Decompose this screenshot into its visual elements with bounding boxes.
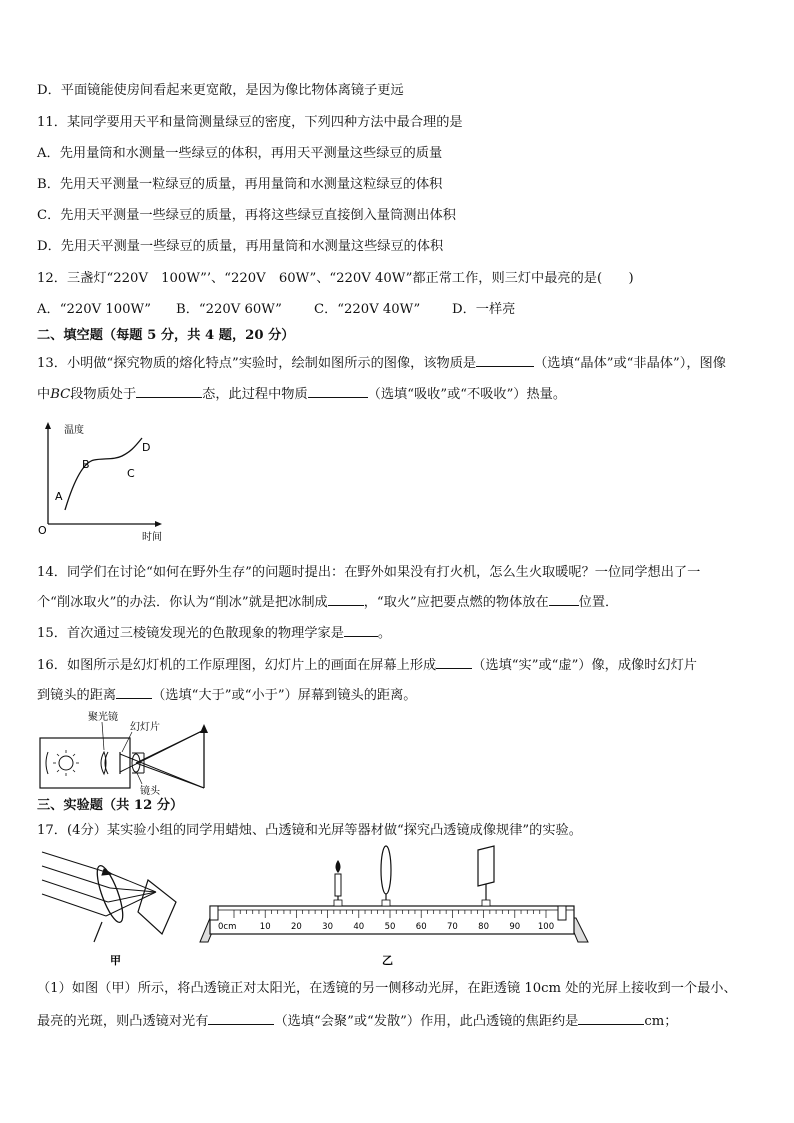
graph-point-c: C [127,467,135,480]
q17-text-2b: （选填“会聚”或“发散”）作用，此凸透镜的焦距约是 [274,1014,579,1029]
label-lens: 镜头 [140,786,160,796]
q15-line [37,624,391,643]
q16-text-2a: 到镜头的距离 [37,688,117,703]
graph-point-d: D [142,441,151,454]
graph-x-arrow [155,521,162,527]
section-fill-in-heading: 二、填空题（每题 5 分，共 4 题，20 分） [37,328,295,343]
q14-line2 [37,593,618,612]
q16-line2 [37,686,416,705]
bench-screen-icon [478,846,494,886]
q13-text-1b: （选填“晶体”或“非晶体”），图像 [534,356,726,371]
q12-option-c: C．“220V 40W” [314,302,421,317]
ruler-tick-label: 70 [446,922,458,932]
reflector-icon [46,752,48,774]
label-slide: 幻灯片 [130,722,160,733]
q17-fig-jia [38,846,188,968]
q13-line2 [37,385,566,404]
q16-projector-diagram [36,708,222,796]
q15-blank[interactable] [344,624,378,637]
q13-text-2c: 态，此过程中物质 [202,387,308,402]
lamp-icon [59,756,73,770]
q17-part1-line1: （1）如图（甲）所示，将凸透镜正对太阳光，在透镜的另一侧移动光屏，在距透镜 10cm 处的光屏上接收到一个最小、 [37,981,737,996]
q13-text-2d: （选填“吸收”或“不吸收”）热量。 [367,387,567,402]
q16-text-1a: 16．如图所示是幻灯机的工作原理图，幻灯片上的画面在屏幕上形成 [37,658,437,673]
q13-blank-2[interactable] [136,385,202,398]
bench-left-stop [210,906,218,920]
fig-jia-label: 甲 [110,954,121,967]
ruler-tick-label: 100 [537,922,555,932]
q12-option-d: D．一样亮 [452,302,516,317]
lens-holder [94,922,102,942]
bench-lens-icon [381,846,391,894]
q17-fig-yi [196,842,592,970]
q14-blank-1[interactable] [328,593,364,606]
q10-option-d: D．平面镜能使房间看起来更宽敞，是因为像比物体离镜子更远 [37,83,404,98]
graph-point-b: B [82,458,90,471]
graph-xlabel: 时间 [142,532,162,543]
q17-text-2c: cm； [644,1014,678,1029]
q16-line1 [37,656,697,675]
ruler-tick-label: 60 [415,922,427,932]
q11-option-a: A．先用量筒和水测量一些绿豆的体积，再用天平测量这些绿豆的质量 [37,146,443,161]
bench-right-stop [558,906,566,920]
q11-stem: 11．某同学要用天平和量筒测量绿豆的密度，下列四种方法中最合理的是 [37,115,463,130]
q13-text-2b: 段物质处于 [70,387,137,402]
q13-bc-label: BC [50,387,71,402]
ruler-tick-label: 50 [384,922,396,932]
ruler-tick-label: 90 [509,922,521,932]
q17-blank-1[interactable] [208,1012,274,1025]
ruler-tick-label: 80 [478,922,490,932]
q14-text-2a: 个“削冰取火”的办法．你认为“削冰”就是把冰制成 [37,595,328,610]
q15-text-b: 。 [377,626,392,641]
q17-blank-2[interactable] [578,1012,644,1025]
q16-blank-2[interactable] [116,686,152,699]
fig-yi-label: 乙 [382,954,393,967]
q12-option-a: A．“220V 100W” [37,302,152,317]
q13-text-2a: 中 [37,387,51,402]
candle-icon [335,874,341,896]
q17-stem: 17．(4分）某实验小组的同学用蜡烛、凸透镜和光屏等器材做“探究凸透镜成像规律”的实验。 [37,823,582,838]
ruler-tick-label: 30 [322,922,334,932]
q14-text-2b: ，“取火”应把要点燃的物体放在 [363,595,549,610]
label-condenser: 聚光镜 [88,712,118,723]
q12-stem: 12．三盏灯“220V 100W”’、“220V 60W”、“220V 40W”都正常工作，则三灯中最亮的是( ) [37,271,634,286]
light-screen-icon [138,880,176,934]
q12-option-b: B．“220V 60W” [176,302,282,317]
q11-option-c: C．先用天平测量一些绿豆的质量，再将这些绿豆直接倒入量筒测出体积 [37,208,456,223]
graph-ylabel: 温度 [64,425,84,436]
q15-text-a: 15．首次通过三棱镜发现光的色散现象的物理学家是 [37,626,344,641]
q16-text-1b: （选填“实”或“虚”）像，成像时幻灯片 [472,658,697,673]
candle-flame-icon [336,860,341,873]
q13-blank-1[interactable] [476,354,534,367]
ruler-tick-label: 10 [259,922,271,932]
graph-origin: O [38,524,47,537]
ruler-unit-label: 0cm [218,922,237,932]
q13-line1 [37,354,726,373]
q17-part1-line2 [37,1012,677,1031]
q14-blank-2[interactable] [549,593,579,606]
q16-blank-1[interactable] [436,656,472,669]
q17-text-2a: 最亮的光斑，则凸透镜对光有 [37,1014,209,1029]
section-experiment-heading: 三、实验题（共 12 分） [37,798,184,813]
graph-point-a: A [55,490,63,503]
graph-y-arrow [45,422,51,429]
q13-blank-3[interactable] [308,385,368,398]
q13-melting-graph [34,420,166,548]
q13-text-1a: 13．小明做“探究物质的熔化特点”实验时，绘制如图所示的图像，该物质是 [37,356,477,371]
ruler-tick-label: 40 [353,922,365,932]
q14-line1: 14．同学们在讨论“如何在野外生存”的问题时提出：在野外如果没有打火机，怎么生火取暖呢？一位同学想出了一 [37,565,701,580]
q11-option-d: D．先用天平测量一些绿豆的质量，再用量筒和水测量这些绿豆的体积 [37,239,444,254]
ruler-tick-label: 20 [290,922,302,932]
q11-option-b: B．先用天平测量一粒绿豆的质量，再用量筒和水测量这粒绿豆的体积 [37,177,443,192]
q16-text-2b: （选填“大于”或“小于”）屏幕到镜头的距离。 [152,688,417,703]
q14-text-2c: 位置． [578,595,619,610]
